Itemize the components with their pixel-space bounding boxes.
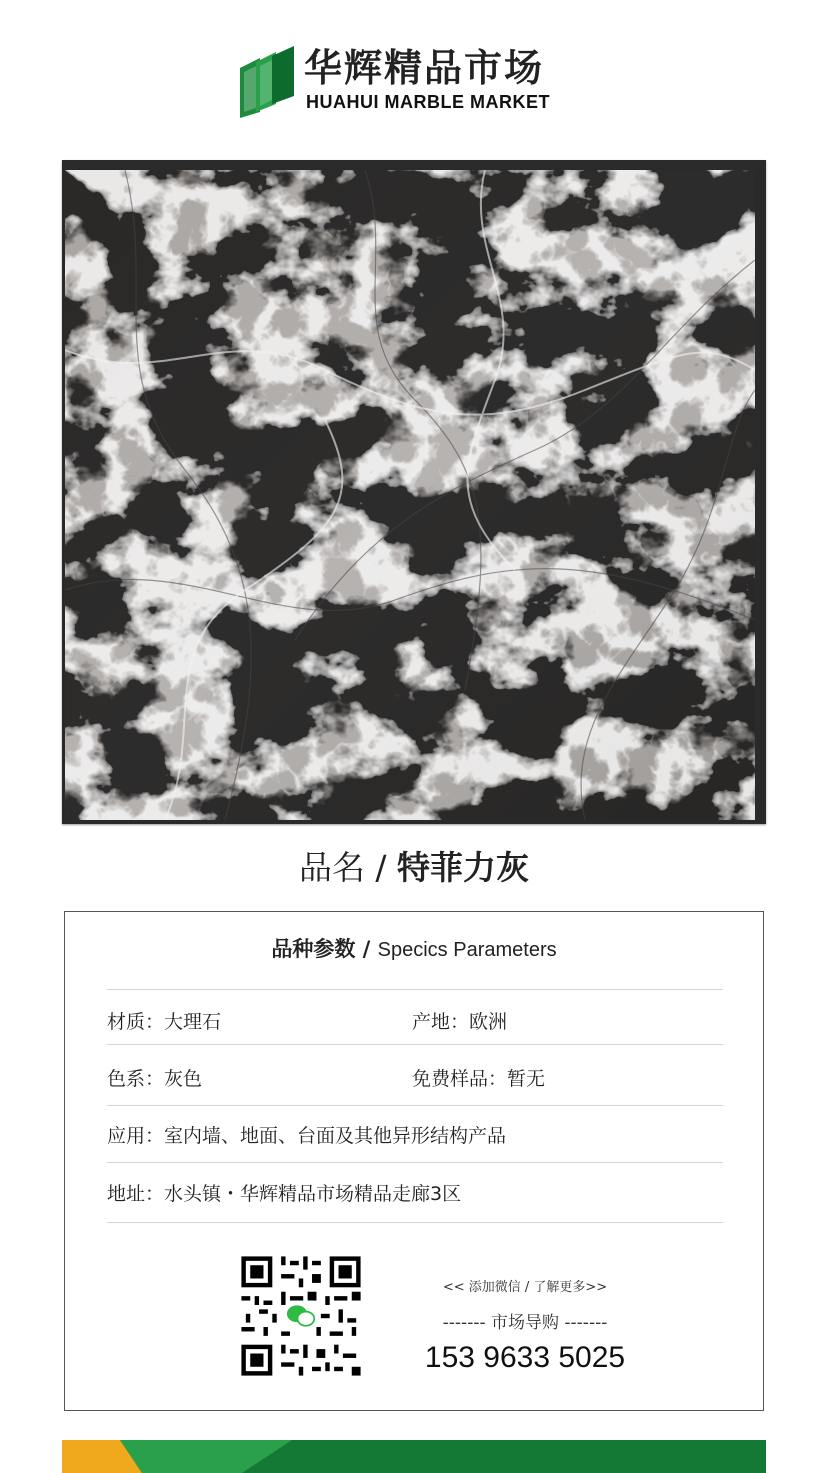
brand-name-cn: 华辉精品市场 <box>304 46 545 90</box>
footer-band <box>62 1440 766 1473</box>
divider <box>107 1044 723 1045</box>
param-application: 应用：室内墙、地面、台面及其他异形结构产品 <box>107 1125 507 1147</box>
divider <box>107 1105 723 1106</box>
product-title <box>0 846 828 890</box>
parameters-heading <box>65 934 763 965</box>
param-color: 色系：灰色 <box>107 1068 203 1090</box>
param-address: 地址：水头镇・华辉精品市场精品走廊3区 <box>107 1183 462 1205</box>
divider <box>107 1222 723 1223</box>
stacked-slabs-logo-icon <box>238 46 296 118</box>
header <box>0 40 828 120</box>
parameters-heading-cn: 品种参数 / <box>271 937 378 961</box>
param-origin: 产地：欧洲 <box>412 1011 508 1033</box>
brand-name-en: HUAHUI MARBLE MARKET <box>306 92 550 112</box>
contact-phone[interactable]: 153 9633 5025 <box>424 1341 626 1374</box>
parameters-box <box>64 911 764 1411</box>
contact-invite-text: << 添加微信 / 了解更多>> <box>442 1280 608 1295</box>
product-name: 特菲力灰 <box>397 848 530 887</box>
param-sample: 免费样品：暂无 <box>412 1068 546 1090</box>
divider <box>107 989 723 990</box>
wechat-qr-code-icon[interactable] <box>237 1252 365 1380</box>
product-title-label: 品名 / <box>298 848 398 887</box>
param-material: 材质：大理石 <box>107 1011 222 1033</box>
divider <box>107 1162 723 1163</box>
contact-label: ------- 市场导购 ------- <box>442 1313 608 1333</box>
parameters-heading-en: Specics Parameters <box>377 939 557 961</box>
product-image-frame <box>62 160 766 824</box>
marble-slab-image <box>65 170 755 820</box>
